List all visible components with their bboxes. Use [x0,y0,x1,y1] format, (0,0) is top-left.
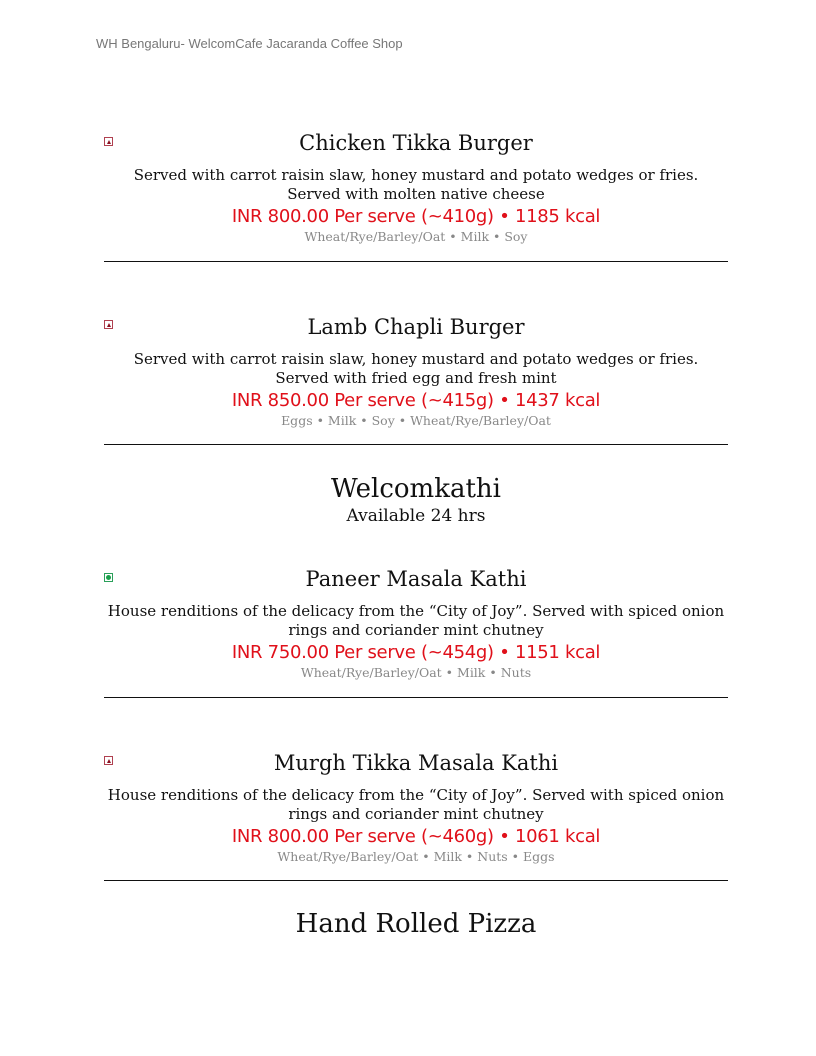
menu-item [104,750,728,865]
page-header-title: WH Bengaluru- WelcomCafe Jacaranda Coffee Shop [96,36,403,51]
divider [104,261,728,262]
item-description [104,166,728,204]
divider [104,697,728,698]
section-header [104,908,728,940]
description-line: rings and coriander mint chutney [288,621,544,639]
divider [104,444,728,445]
item-price: INR 800.00 Per serve (~410g) • 1185 kcal [231,206,601,227]
item-name: Murgh Tikka Masala Kathi [273,751,559,775]
item-name: Lamb Chapli Burger [307,315,525,339]
item-allergens: Wheat/Rye/Barley/Oat • Milk • Nuts • Eggs [277,849,555,864]
item-price: INR 750.00 Per serve (~454g) • 1151 kcal [231,642,601,663]
description-line: House renditions of the delicacy from the “City of Joy”. Served with spiced onion [107,786,725,804]
item-allergens: Wheat/Rye/Barley/Oat • Milk • Soy [304,229,528,244]
non-veg-icon [104,320,113,329]
menu-item [104,130,728,245]
item-description [104,786,728,824]
description-line: House renditions of the delicacy from the “City of Joy”. Served with spiced onion [107,602,725,620]
non-veg-icon [104,756,113,765]
section-title: Welcomkathi [331,474,501,504]
non-veg-icon [104,137,113,146]
item-allergens: Eggs • Milk • Soy • Wheat/Rye/Barley/Oat [281,413,551,428]
divider [104,880,728,881]
section-subtitle: Available 24 hrs [346,506,486,526]
menu-item [104,314,728,429]
item-price: INR 800.00 Per serve (~460g) • 1061 kcal [231,826,601,847]
item-description [104,602,728,640]
item-description [104,350,728,388]
item-name: Chicken Tikka Burger [299,131,533,155]
item-allergens: Wheat/Rye/Barley/Oat • Milk • Nuts [300,665,532,680]
section-title: Hand Rolled Pizza [295,909,537,939]
description-line: Served with carrot raisin slaw, honey mustard and potato wedges or fries. [133,166,699,184]
section-header [104,473,728,527]
item-name: Paneer Masala Kathi [305,567,527,591]
description-line: Served with molten native cheese [287,185,545,203]
veg-icon [104,573,113,582]
description-line: Served with carrot raisin slaw, honey mustard and potato wedges or fries. [133,350,699,368]
description-line: Served with fried egg and fresh mint [275,369,557,387]
description-line: rings and coriander mint chutney [288,805,544,823]
menu-item [104,566,728,681]
item-price: INR 850.00 Per serve (~415g) • 1437 kcal [231,390,601,411]
